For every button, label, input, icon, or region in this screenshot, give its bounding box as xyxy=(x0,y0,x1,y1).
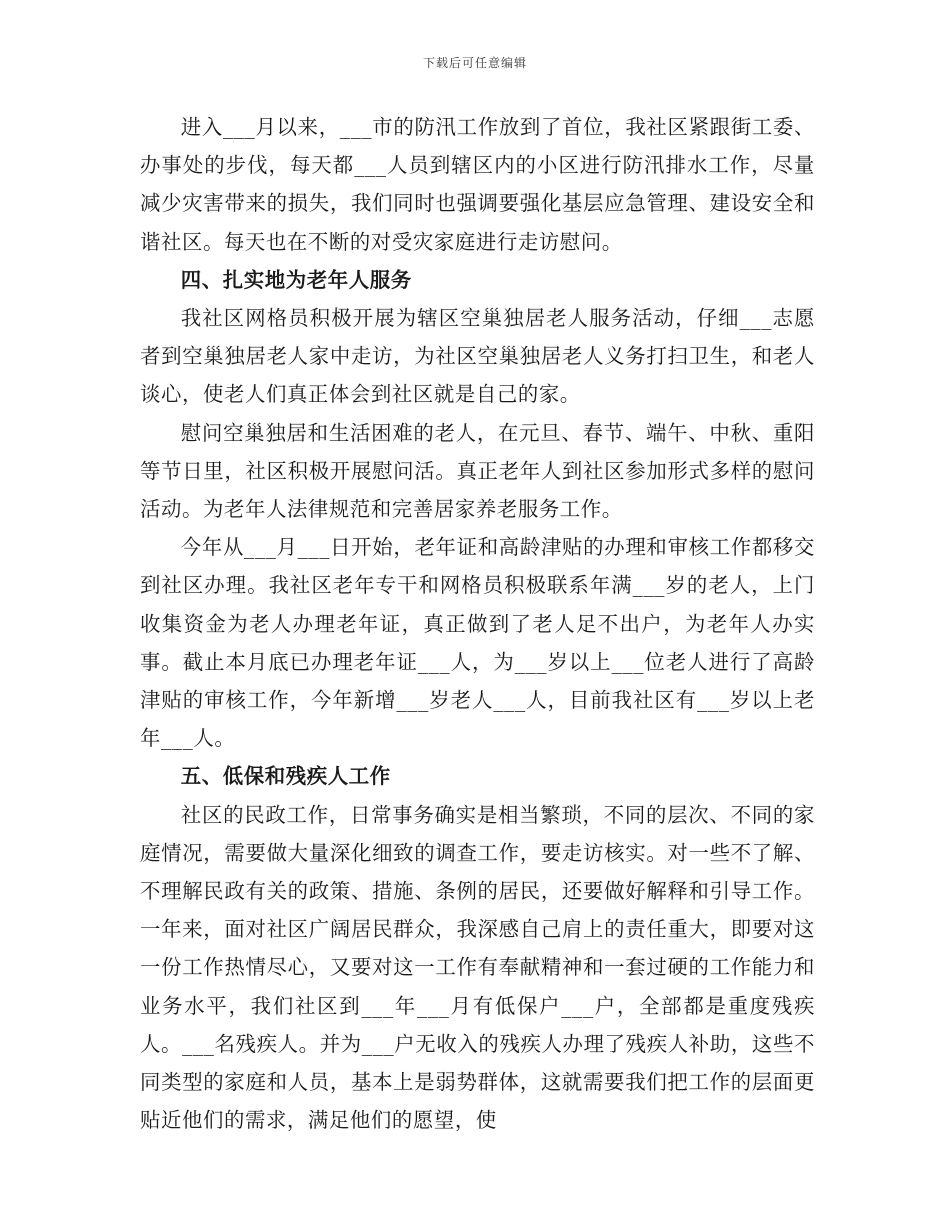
paragraph-civil-affairs-work: 社区的民政工作，日常事务确实是相当繁琐，不同的层次、不同的家庭情况，需要做大量深化细致的调查工作，要走访核实。对一些不了解、不理解民政有关的政策、措施、条例的居民，还要做好解释和引导工作。一年来，面对社区广阔居民群众，我深感自己肩上的责任重大，即要对这一份工作热情尽心，又要对这一工作有奉献精神和一套过硬的工作能力和业务水平，我们社区到___年___月有低保户___户，全部都是重度残疾人。___名残疾人。并为___户无收入的残疾人办理了残疾人补助，这些不同类型的家庭和人员，基本上是弱势群体，这就需要我们把工作的层面更贴近他们的需求，满足他们的愿望，使 xyxy=(140,802,815,1133)
paragraph-holiday-condolences: 慰问空巢独居和生活困难的老人，在元旦、春节、端午、中秋、重阳等节日里，社区积极开展慰问活。真正老年人到社区参加形式多样的慰问活动。为老年人法律规范和完善居家养老服务工作。 xyxy=(140,420,815,522)
paragraph-senior-certificates: 今年从___月___日开始，老年证和高龄津贴的办理和审核工作都移交到社区办理。我社区老年专干和网格员积极联系年满___岁的老人，上门收集资金为老人办理老年证，真正做到了老人足不出户，为老年人办实事。截止本月底已办理老年证___人，为___岁以上___位老人进行了高龄津贴的审核工作，今年新增___岁老人___人，目前我社区有___岁以上老年___人。 xyxy=(140,535,815,751)
paragraph-empty-nest-visits: 我社区网格员积极开展为辖区空巢独居老人服务活动，仔细___志愿者到空巢独居老人家中走访，为社区空巢独居老人义务打扫卫生，和老人谈心，使老人们真正体会到社区就是自己的家。 xyxy=(140,306,815,407)
section-heading-welfare-disability: 五、低保和残疾人工作 xyxy=(180,764,391,789)
section-heading-elderly-service: 四、扎实地为老年人服务 xyxy=(180,267,412,292)
paragraph-flood-control: 进入___月以来，___市的防汛工作放到了首位，我社区紧跟街工委、办事处的步伐，每天都___人员到辖区内的小区进行防汛排水工作，尽量减少灾害带来的损失，我们同时也强调要强化基层应急管理、建设安全和谐社区。每天也在不断的对受灾家庭进行走访慰问。 xyxy=(140,115,815,254)
document-body xyxy=(140,108,815,1139)
page-header-note: 下载后可任意编辑 xyxy=(422,56,527,70)
